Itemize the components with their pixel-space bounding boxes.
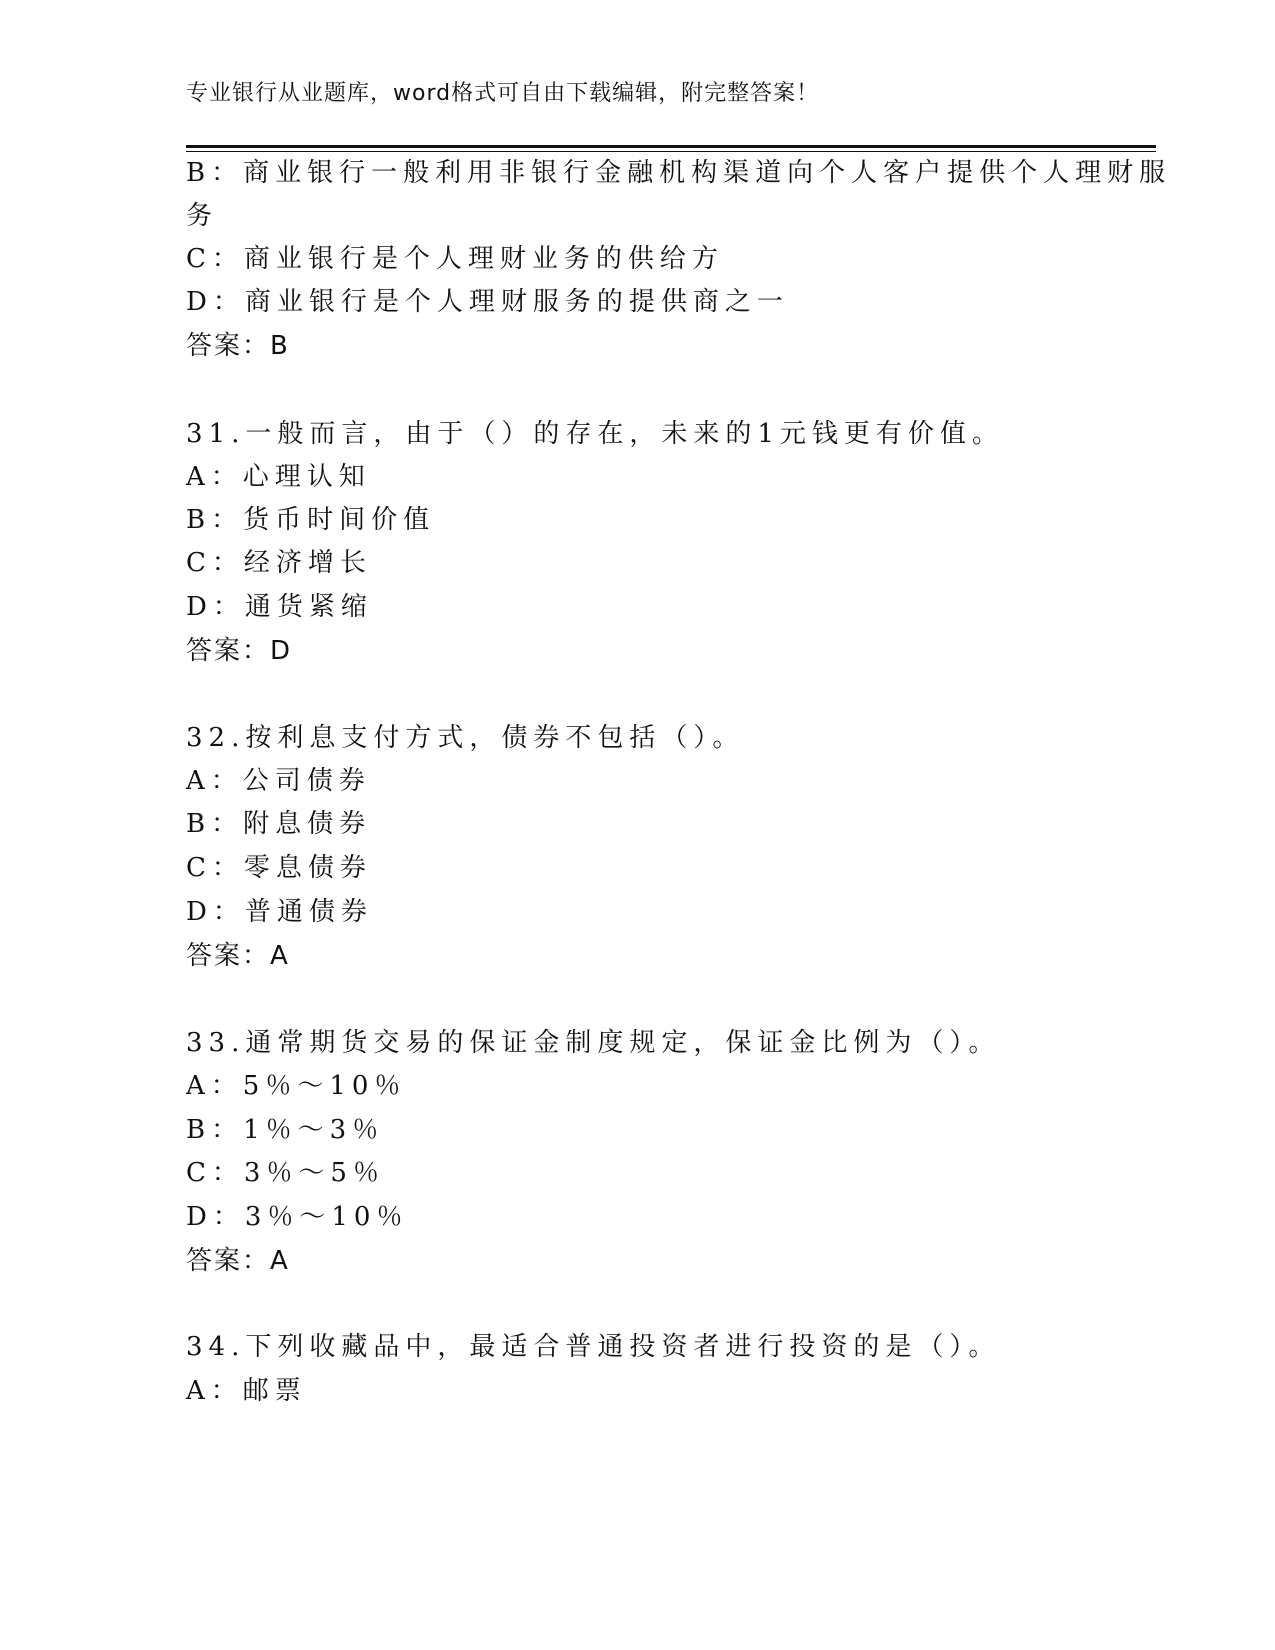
q34-option-a: A：邮票 [186, 1376, 307, 1406]
q30-option-b-line2: 务 [186, 201, 219, 231]
header-divider-thick [186, 145, 1156, 148]
q33-answer: 答案：A [186, 1246, 290, 1276]
q30-option-c: C：商业银行是个人理财业务的供给方 [186, 244, 724, 274]
q33-option-b: B：1％～3％ [186, 1115, 385, 1145]
q31-option-a: A：心理认知 [186, 462, 371, 492]
q32-stem: 32.按利息支付方式，债券不包括（）。 [186, 723, 745, 753]
q31-stem: 31.一般而言，由于（）的存在，未来的1元钱更有价值。 [186, 419, 1004, 449]
q32-option-a: A：公司债券 [186, 766, 371, 796]
q31-answer: 答案：D [186, 636, 293, 666]
q33-stem: 33.通常期货交易的保证金制度规定，保证金比例为（）。 [186, 1028, 1001, 1058]
q30-answer: 答案：B [186, 331, 290, 361]
q31-option-c: C：经济增长 [186, 548, 372, 578]
q32-option-d: D：普通债券 [186, 897, 373, 927]
q33-option-d: D：3％～10％ [186, 1202, 409, 1232]
q33-option-a: A：5％～10％ [186, 1071, 407, 1101]
q31-option-b: B：货币时间价值 [186, 505, 436, 535]
q30-option-b-line1: B：商业银行一般利用非银行金融机构渠道向个人客户提供个人理财服 [186, 158, 1172, 188]
q31-option-d: D：通货紧缩 [186, 592, 373, 622]
q32-option-b: B：附息债券 [186, 809, 372, 839]
q32-option-c: C：零息债券 [186, 853, 372, 883]
q30-option-d: D：商业银行是个人理财服务的提供商之一 [186, 287, 789, 317]
q33-option-c: C：3％～5％ [186, 1158, 385, 1188]
page-header: 专业银行从业题库，word格式可自由下载编辑，附完整答案！ [186, 81, 820, 106]
header-divider-thin [186, 151, 1156, 152]
q34-stem: 34.下列收藏品中，最适合普通投资者进行投资的是（）。 [186, 1332, 1001, 1362]
q32-answer: 答案：A [186, 941, 290, 971]
